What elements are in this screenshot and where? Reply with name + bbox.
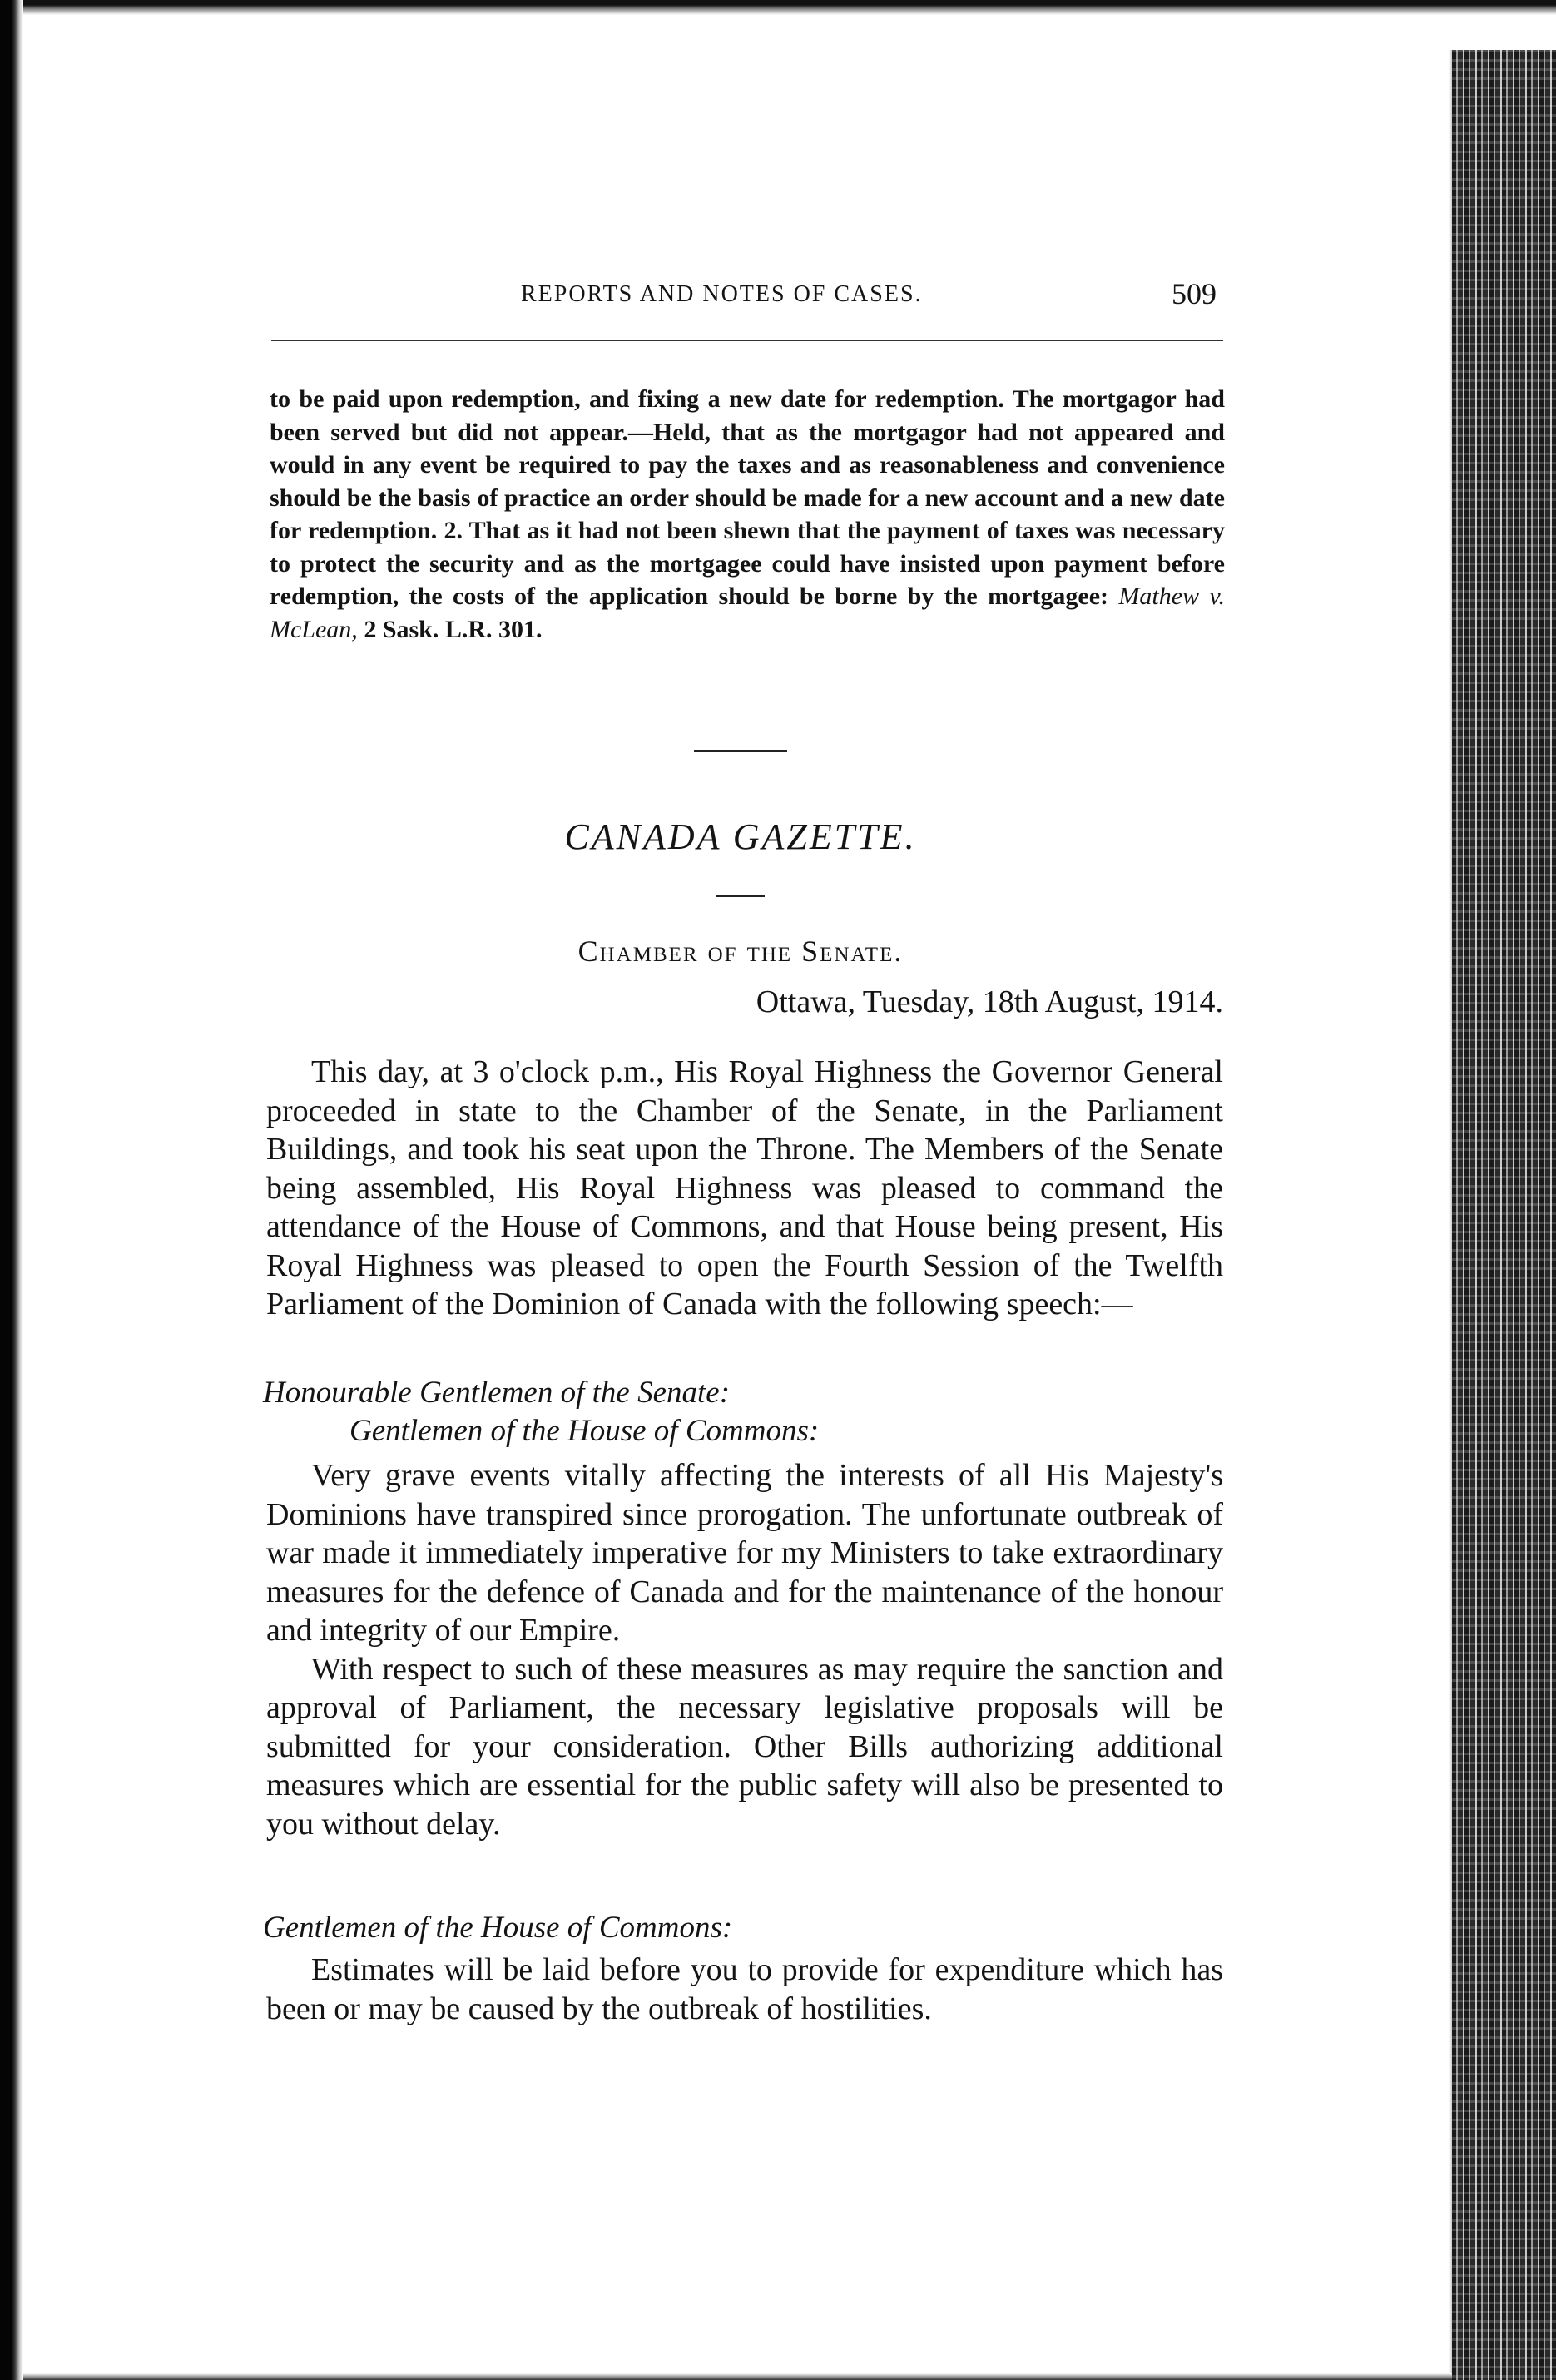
running-head [258, 275, 1223, 315]
title-separator [716, 895, 765, 897]
scan-edge-right [1452, 50, 1556, 2380]
running-title: REPORTS AND NOTES OF CASES. [521, 281, 923, 307]
case-note-paragraph [270, 383, 1225, 646]
salutation-commons: Gentlemen of the House of Commons: [349, 1414, 820, 1448]
gazette-title: CANADA GAZETTE. [564, 816, 917, 857]
header-rule [271, 340, 1223, 341]
case-note-text: to be paid upon redemption, and fixing a new date for redemption. The mortgagor had been served but did not appear.—Held, that as the mortgagor had not appeared and would in any event be required to pay the taxes and as reasonableness and convenience should be the basis of practice an order should be made for a new account and a new date for redemption. 2. That as it had not been shewn that the payment of taxes was necessary to protect the security and as the mortgagee could have insisted upon payment before redemption, the costs of the application should be borne by the mortgagee: [270, 385, 1225, 610]
salutation-senate: Honourable Gentlemen of the Senate: [263, 1376, 731, 1410]
speech-paragraph: Estimates will be laid before you to provide for expenditure which has been or may be caused by the outbreak of hostilities. [266, 1952, 1223, 2026]
scan-edge-bottom [23, 2373, 1452, 2380]
speech-block [266, 1456, 1223, 1843]
scan-edge-top [0, 0, 1556, 15]
case-citation-reference: 2 Sask. L.R. 301. [357, 615, 543, 643]
case-citation-name: Mathew v. McLean, [270, 583, 1226, 643]
page-number: 509 [1172, 277, 1217, 310]
speech-paragraph: Very grave events vitally affecting the interests of all His Majesty's Dominions have transpired since prorogation. The unfortunate outbreak of war made it immediately imperative for my Ministers to take extraordinary measures for the defence of Canada and for the maintenance of the honour and integrity of our Empire. [266, 1458, 1223, 1648]
section-separator [694, 750, 787, 752]
case-note [270, 383, 1225, 646]
salutation-commons-second: Gentlemen of the House of Commons: [263, 1911, 733, 1945]
opening-paragraph: This day, at 3 o'clock p.m., His Royal Highness the Governor General proceeded in state to the Chamber of the Senate, in the Parliament Buildings, and took his seat upon the Throne. The Members of the Senate being assembled, His Royal Highness was pleased to command the attendance of the House of Commons, and that House being present, His Royal Highness was pleased to open the Fourth Session of the Twelfth Parliament of the Dominion of Canada with the following speech:— [266, 1054, 1223, 1321]
dateline: Ottawa, Tuesday, 18th August, 1914. [756, 984, 1223, 1019]
opening-paragraph-block [266, 1053, 1223, 1324]
book-page [258, 275, 1226, 2026]
chamber-heading: Chamber of the Senate. [577, 935, 904, 968]
speech-paragraph: With respect to such of these measures as may require the sanction and approval of Parliament, the necessary legislative proposals will be submitted for your consideration. Other Bills authorizing additional measures which are essential for the public safety will also be presented to you without delay. [266, 1651, 1223, 1842]
scan-edge-left [0, 0, 23, 2380]
speech-block-commons [266, 1951, 1223, 2028]
